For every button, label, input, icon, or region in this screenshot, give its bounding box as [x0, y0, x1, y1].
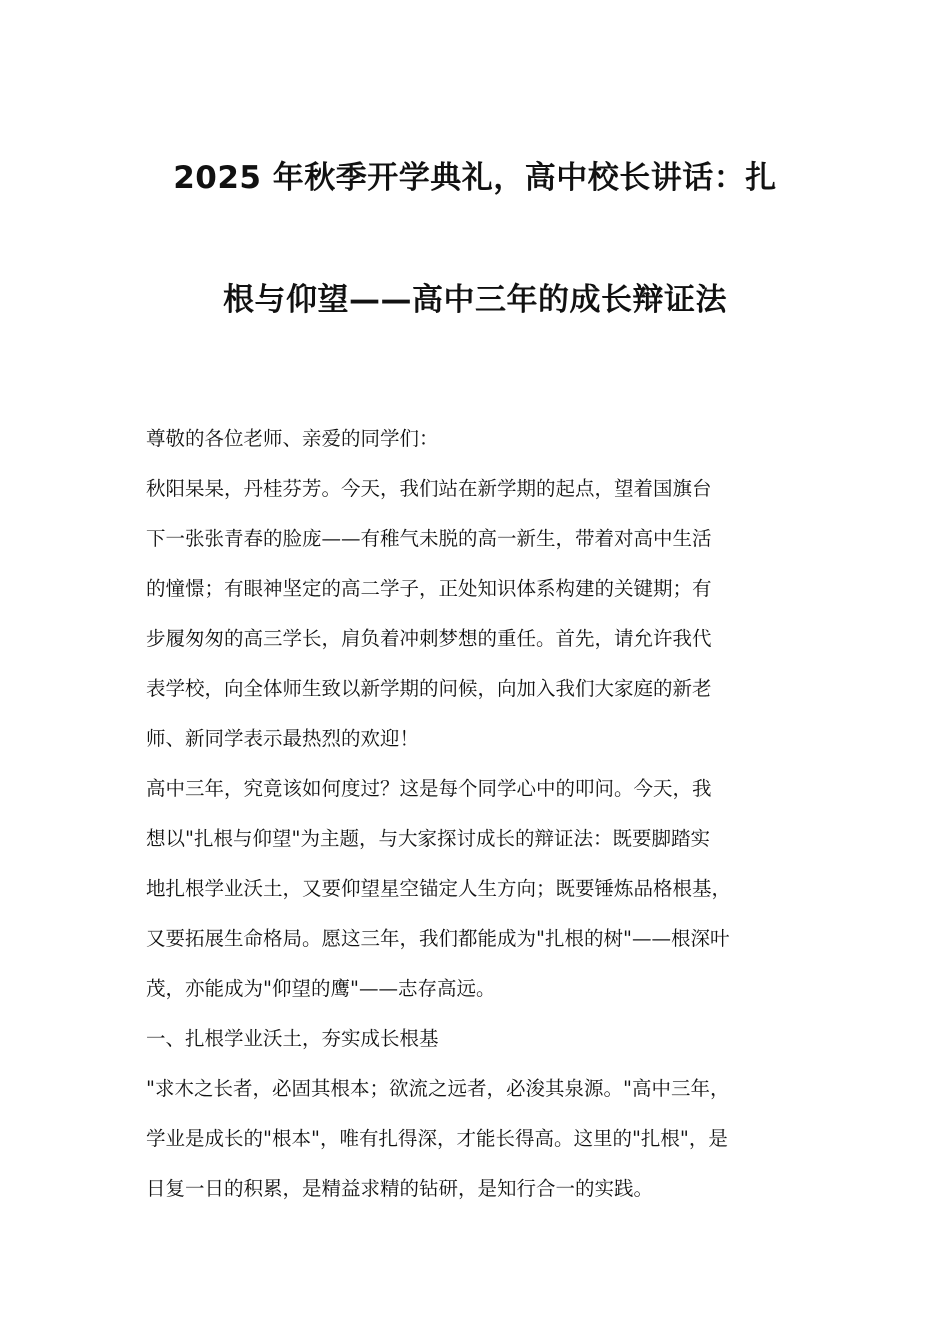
section-paragraph	[146, 1064, 830, 1214]
document-title-line-2: 根与仰望——高中三年的成长辩证法	[223, 282, 727, 318]
text-line: 步履匆匆的高三学长，肩负着冲刺梦想的重任。首先，请允许我代	[146, 627, 712, 650]
opening-paragraph	[146, 464, 830, 764]
section-heading	[146, 1014, 830, 1064]
text-line: 尊敬的各位老师、亲爱的同学们：	[146, 427, 439, 450]
text-line: 的憧憬；有眼神坚定的高二学子，正处知识体系构建的关键期；有	[146, 577, 712, 600]
theme-paragraph	[146, 764, 830, 1014]
text-line: 秋阳杲杲，丹桂芬芳。今天，我们站在新学期的起点，望着国旗台	[146, 477, 712, 500]
text-line: 日复一日的积累，是精益求精的钻研，是知行合一的实践。	[146, 1177, 654, 1200]
text-line: 师、新同学表示最热烈的欢迎！	[146, 727, 420, 750]
text-line: 想以"扎根与仰望"为主题，与大家探讨成长的辩证法：既要脚踏实	[146, 827, 710, 850]
text-line: 地扎根学业沃土，又要仰望星空锚定人生方向；既要锤炼品格根基，	[146, 877, 732, 900]
text-line: "求木之长者，必固其根本；欲流之远者，必浚其泉源。"高中三年，	[146, 1077, 730, 1100]
salutation-paragraph	[146, 414, 830, 464]
text-line: 表学校，向全体师生致以新学期的问候，向加入我们大家庭的新老	[146, 677, 712, 700]
text-line: 茂，亦能成为"仰望的鹰"——志存高远。	[146, 977, 496, 1000]
document-body	[146, 414, 830, 1214]
text-line: 高中三年，究竟该如何度过？这是每个同学心中的叩问。今天，我	[146, 777, 712, 800]
text-line: 又要拓展生命格局。愿这三年，我们都能成为"扎根的树"——根深叶	[146, 927, 730, 950]
document-title-line-1: 2025 年秋季开学典礼，高中校长讲话：扎	[173, 160, 777, 196]
text-line: 一、扎根学业沃土，夯实成长根基	[146, 1027, 439, 1050]
text-line: 学业是成长的"根本"，唯有扎得深，才能长得高。这里的"扎根"，是	[146, 1127, 728, 1150]
text-line: 下一张张青春的脸庞——有稚气未脱的高一新生，带着对高中生活	[146, 527, 712, 550]
